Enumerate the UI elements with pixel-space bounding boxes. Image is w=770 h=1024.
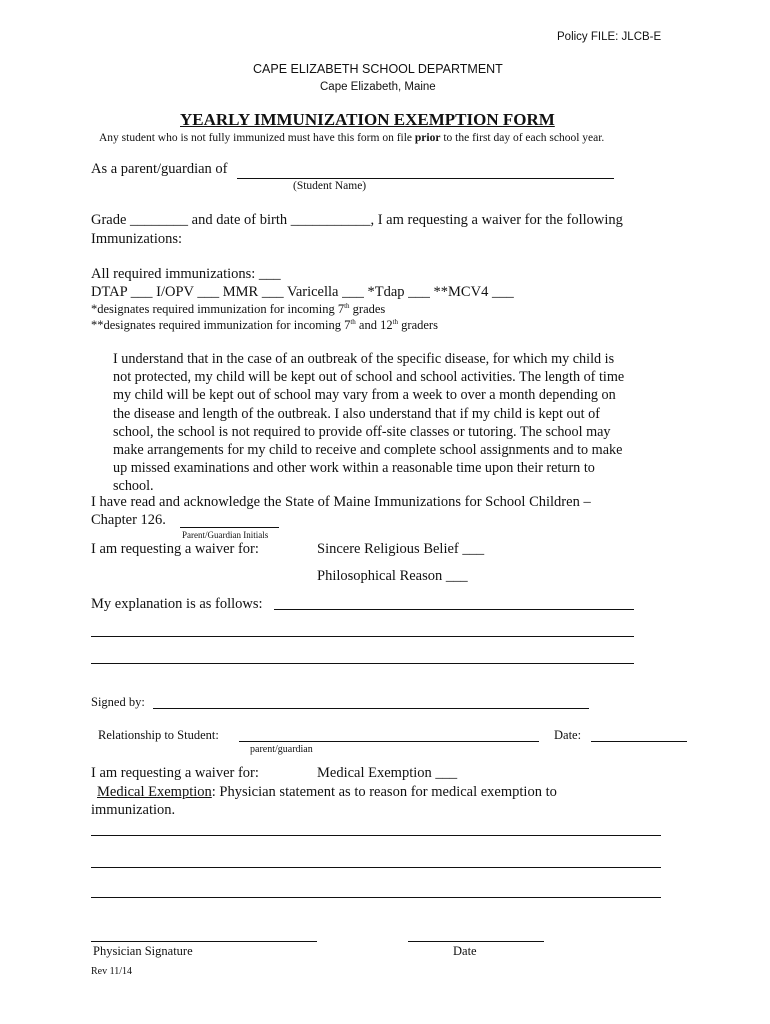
medical-exemption-option[interactable]: Medical Exemption ___	[317, 765, 458, 781]
paragraph-line: up missed examinations and other work within a reasonable time upon their return to	[113, 460, 595, 477]
initials-caption: Parent/Guardian Initials	[182, 530, 269, 540]
acknowledge-line: I have read and acknowledge the State of Maine Immunizations for School Children –	[91, 494, 591, 510]
physician-signature-caption: Physician Signature	[93, 944, 193, 958]
paragraph-line: my child will be kept out of school may vary from a week to over a month depending on	[113, 387, 616, 404]
student-name-field[interactable]	[237, 178, 614, 179]
form-title: YEARLY IMMUNIZATION EXEMPTION FORM	[180, 110, 555, 129]
physician-date-field[interactable]	[408, 941, 544, 942]
relationship-label: Relationship to Student:	[98, 728, 219, 742]
parent-guardian-caption: parent/guardian	[250, 744, 313, 755]
explanation-field[interactable]	[274, 609, 634, 610]
immunization-list: DTAP ___ I/OPV ___ MMR ___ Varicella ___ *Tdap ___ **MCV4 ___	[91, 284, 514, 300]
department-location: Cape Elizabeth, Maine	[320, 81, 436, 93]
form-notice: Any student who is not fully immunized must have this form on file prior to the first day of each school year.	[99, 132, 605, 144]
medical-statement: Medical Exemption: Physician statement as to reason for medical exemption to	[97, 784, 557, 800]
physician-statement-field[interactable]	[91, 867, 661, 868]
date-field[interactable]	[591, 741, 687, 742]
date-label: Date:	[554, 728, 582, 742]
parent-guardian-label: As a parent/guardian of	[91, 161, 228, 177]
explanation-field-line[interactable]	[91, 636, 634, 637]
student-name-caption: (Student Name)	[293, 180, 367, 192]
paragraph-line: I understand that in the case of an outbreak of the specific disease, for which my child is	[113, 351, 615, 367]
department-name: CAPE ELIZABETH SCHOOL DEPARTMENT	[253, 62, 503, 76]
medical-statement-cont: immunization.	[91, 802, 176, 818]
paragraph-line: make arrangements for my child to receive and complete school assignments and to make	[113, 442, 623, 459]
physician-statement-field[interactable]	[91, 897, 661, 898]
physician-signature-field[interactable]	[91, 941, 317, 942]
signed-by-label: Signed by:	[91, 695, 145, 709]
waiver-label-nonmedical: I am requesting a waiver for:	[91, 541, 259, 557]
paragraph-line: the disease and length of the outbreak. I also understand that if my child is kept out of	[113, 405, 600, 422]
paragraph-line: school, the school is not required to provide off-site classes or tutoring. The school may	[113, 423, 611, 440]
philosophical-reason-option[interactable]: Philosophical Reason ___	[317, 568, 468, 584]
signature-field[interactable]	[153, 708, 589, 709]
note-grade-7: *designates required immunization for incoming 7th grades	[91, 301, 386, 316]
waiver-label-medical: I am requesting a waiver for:	[91, 765, 259, 781]
physician-statement-field[interactable]	[91, 835, 661, 836]
initials-field[interactable]	[180, 527, 279, 528]
physician-date-caption: Date	[453, 944, 477, 958]
relationship-field[interactable]	[239, 741, 539, 742]
chapter-label: Chapter 126.	[91, 512, 166, 528]
paragraph-line: school.	[113, 478, 154, 495]
grade-dob-line: Grade ________ and date of birth ___________, I am requesting a waiver for the following	[91, 212, 623, 228]
outbreak-paragraph	[113, 350, 673, 496]
explanation-label: My explanation is as follows:	[91, 596, 263, 612]
explanation-field-line[interactable]	[91, 663, 634, 664]
note-grade-7-12: **designates required immunization for incoming 7th and 12th graders	[91, 317, 438, 332]
religious-belief-option[interactable]: Sincere Religious Belief ___	[317, 541, 485, 557]
policy-file-label: Policy FILE: JLCB-E	[557, 31, 662, 43]
all-required-line: All required immunizations: ___	[91, 266, 281, 282]
immunizations-label: Immunizations:	[91, 231, 183, 247]
revision-label: Rev 11/14	[91, 966, 133, 977]
paragraph-line: not protected, my child will be kept out of school and school activities. The length of time	[113, 369, 625, 386]
